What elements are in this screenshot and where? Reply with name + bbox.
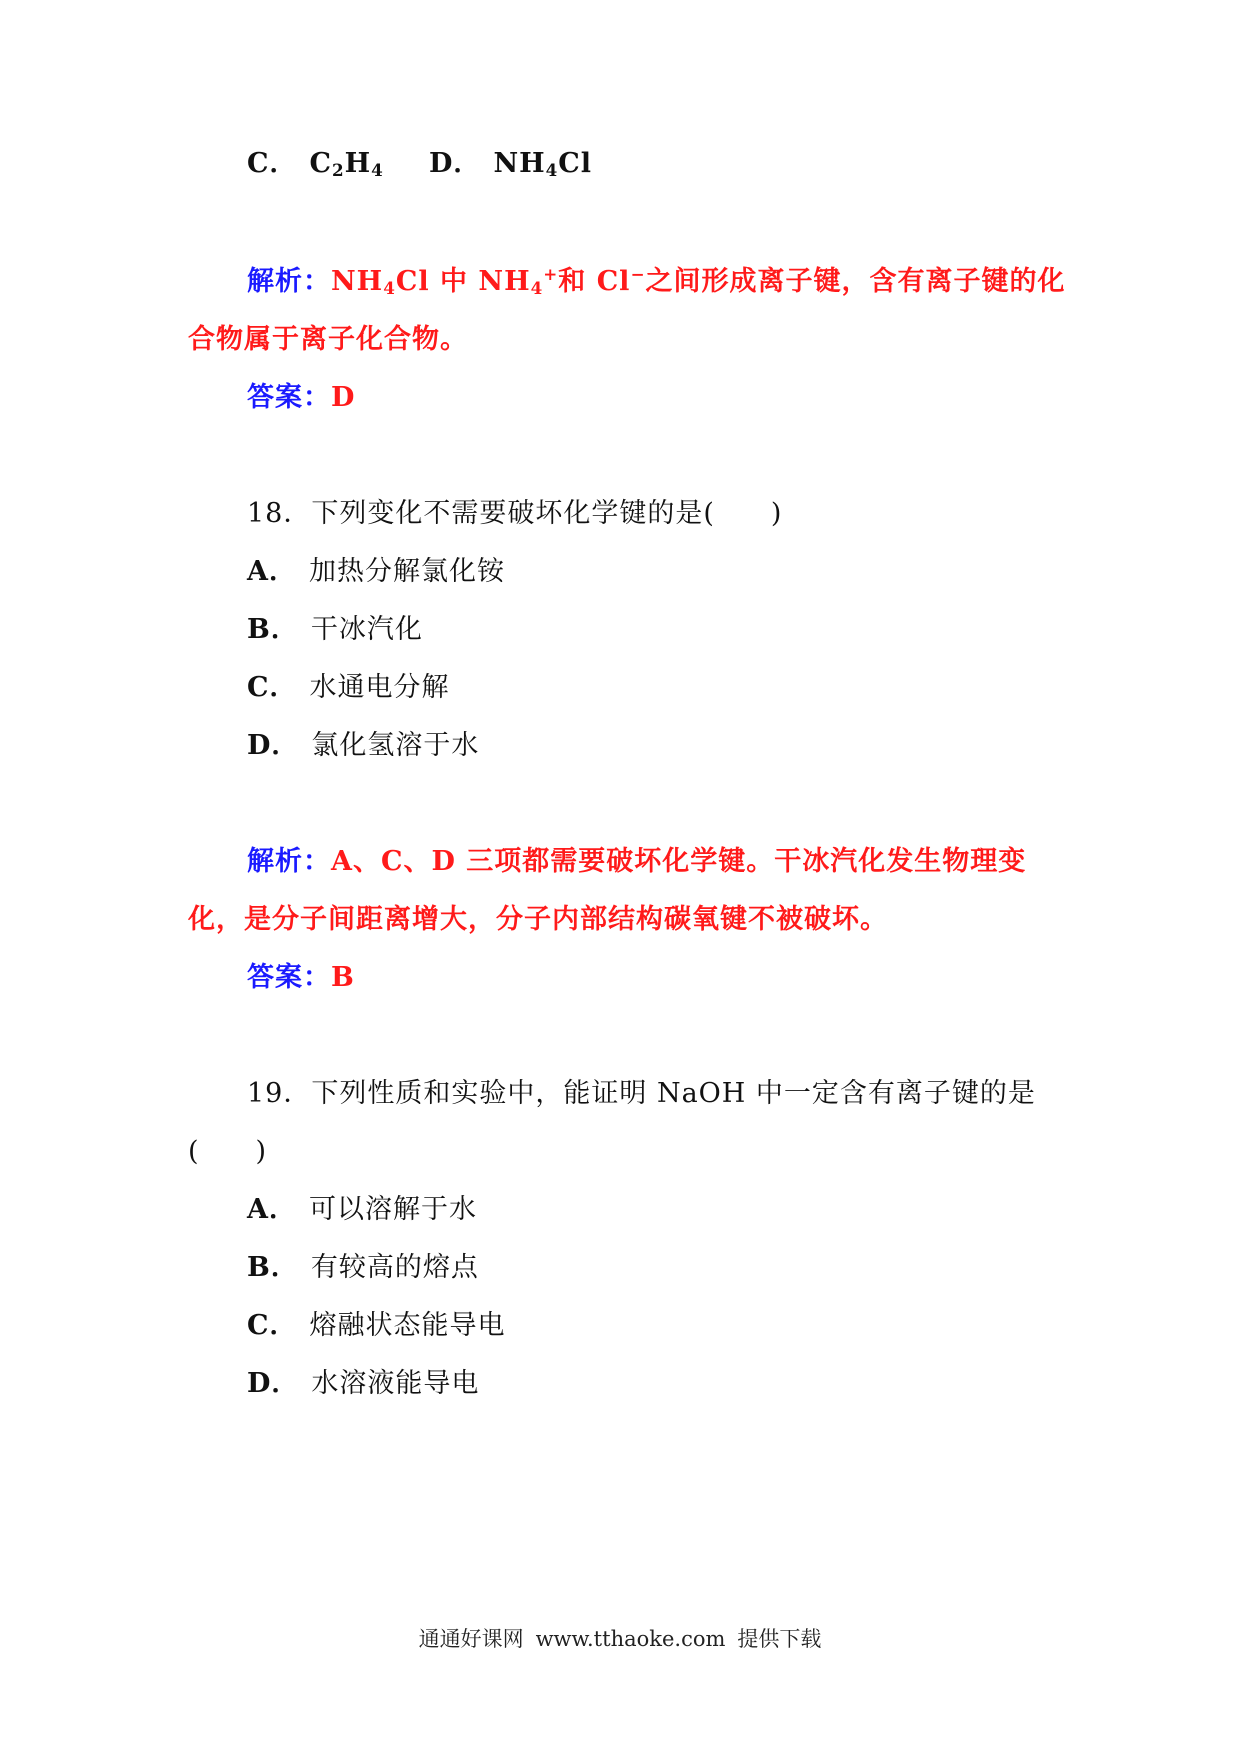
q17-answer [247, 378, 355, 418]
q18-analysis-line2: 化，是分子间距离增大，分子内部结构碳氧键不被破坏。 [188, 904, 888, 935]
answer-value: D [331, 382, 356, 413]
q19-option-a: A． 可以溶解于水 [247, 1194, 477, 1225]
option-c-formula: $C_2H_4$ [309, 148, 384, 181]
q19-option-c: C． 熔融状态能导电 [247, 1310, 506, 1341]
q19-option-d: D． 水溶液能导电 [247, 1368, 480, 1399]
analysis-label: 解析： [247, 846, 331, 877]
q18-stem: 18．下列变化不需要破坏化学键的是( ) [247, 498, 783, 529]
analysis-text: A、C、D 三项都需要破坏化学键。干冰汽化发生物理变 [331, 846, 1027, 877]
footer-site-name: 通通好课网 [418, 1627, 524, 1651]
q19-stem-line2: ( ) [188, 1136, 268, 1167]
answer-value: B [331, 962, 355, 993]
q18-option-a: A． 加热分解氯化铵 [247, 556, 505, 587]
option-c-label: C． [247, 148, 298, 179]
q19-option-b: B． 有较高的熔点 [247, 1252, 479, 1283]
answer-label: 答案： [247, 382, 331, 413]
q18-answer [247, 958, 355, 998]
q18-option-c: C． 水通电分解 [247, 672, 450, 703]
footer-url[interactable]: www.tthaoke.com [535, 1627, 726, 1651]
q18-option-d: D． 氯化氢溶于水 [247, 730, 480, 761]
q19-stem-line1: 19．下列性质和实验中，能证明 NaOH 中一定含有离子键的是 [247, 1078, 1036, 1109]
analysis-label: 解析： [247, 266, 331, 297]
q17-options-cd [247, 144, 592, 184]
q17-analysis-line1 [247, 262, 1065, 302]
q17-analysis-line2: 合物属于离子化合物。 [188, 324, 468, 355]
analysis-text: $NH_4Cl$ 中 $NH_4^+$和 Cl−之间形成离子键，含有离子键的化 [331, 263, 1066, 299]
option-d-formula: $NH_4Cl$ [493, 148, 593, 181]
q18-analysis-line1 [247, 842, 1026, 882]
answer-label: 答案： [247, 962, 331, 993]
page-footer [0, 1624, 1240, 1654]
footer-suffix: 提供下载 [737, 1627, 822, 1651]
option-d-label: D． [429, 148, 482, 179]
q18-option-b: B． 干冰汽化 [247, 614, 423, 645]
